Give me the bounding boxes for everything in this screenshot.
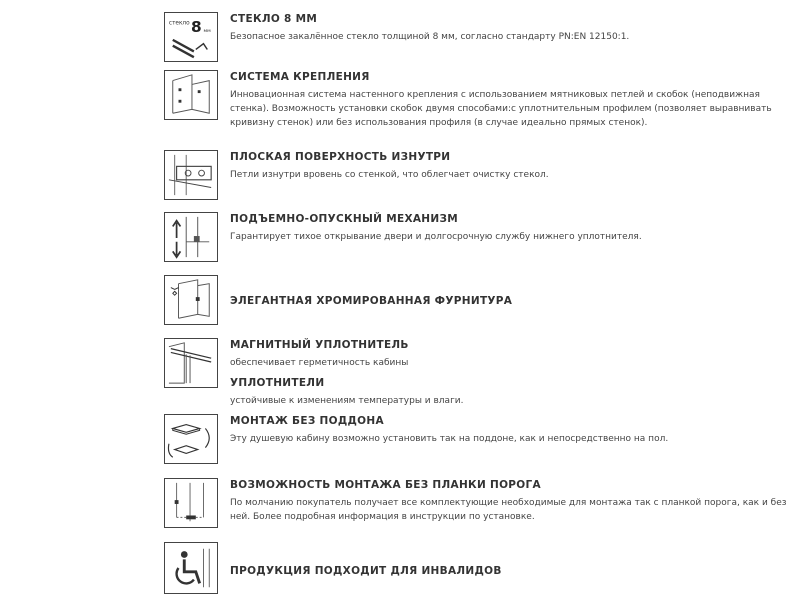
wheelchair-icon xyxy=(164,542,218,594)
lift-mechanism-icon xyxy=(164,212,218,262)
feature-title: СИСТЕМА КРЕПЛЕНИЯ xyxy=(230,71,370,83)
feature-title: МОНТАЖ БЕЗ ПОДДОНА xyxy=(230,415,384,427)
feature-subdesc: устойчивые к изменениям температуры и влаги. xyxy=(230,396,464,406)
mounting-system-icon xyxy=(164,70,218,120)
feature-title: МАГНИТНЫЙ УПЛОТНИТЕЛЬ xyxy=(230,339,409,351)
icon-label-num: 8 xyxy=(191,18,202,37)
feature-desc: Безопасное закалённое стекло толщиной 8 мм, согласно стандарту PN:EN 12150:1. xyxy=(230,32,630,42)
feature-desc: Гарантирует тихое открывание двери и долгосрочную службу нижнего уплотнителя. xyxy=(230,232,642,242)
glass-8mm-icon xyxy=(164,12,218,62)
feature-desc: Инновационная система настенного крепления с использованием мятниковых петлей и скобок (неподвижная стенка). Возможность установки скобок двумя способами:с уплотнительным профилем (позволяет выравнивать кривизну стенок) или без использования профиля (в случае идеально прямых стенок). xyxy=(230,90,772,128)
flat-surface-icon xyxy=(164,150,218,200)
feature-subtitle: УПЛОТНИТЕЛИ xyxy=(230,377,325,389)
feature-title: ПЛОСКАЯ ПОВЕРХНОСТЬ ИЗНУТРИ xyxy=(230,151,451,163)
icon-label-top: стекло xyxy=(168,20,190,27)
no-threshold-icon xyxy=(164,478,218,528)
icon-label-unit: мм xyxy=(203,29,211,35)
feature-title: ВОЗМОЖНОСТЬ МОНТАЖА БЕЗ ПЛАНКИ ПОРОГА xyxy=(230,479,541,491)
chrome-fittings-icon xyxy=(164,275,218,325)
no-tray-mounting-icon xyxy=(164,414,218,464)
feature-title: ПОДЪЕМНО-ОПУСКНЫЙ МЕХАНИЗМ xyxy=(230,213,458,225)
feature-desc: По молчанию покупатель получает все комплектующие необходимые для монтажа так с планкой порога, как и без ней. Более подробная информация в инструкции по установке. xyxy=(230,498,787,522)
magnetic-seal-icon xyxy=(164,338,218,388)
feature-desc: обеспечивает герметичность кабины xyxy=(230,358,409,368)
feature-title: СТЕКЛО 8 ММ xyxy=(230,13,318,25)
feature-desc: Петли изнутри вровень со стенкой, что облегчает очистку стекол. xyxy=(230,170,549,180)
feature-title: ЭЛЕГАНТНАЯ ХРОМИРОВАННАЯ ФУРНИТУРА xyxy=(230,295,513,307)
feature-desc: Эту душевую кабину возможно установить так на поддоне, как и непосредственно на пол. xyxy=(230,434,669,444)
feature-title: ПРОДУКЦИЯ ПОДХОДИТ ДЛЯ ИНВАЛИДОВ xyxy=(230,565,502,577)
